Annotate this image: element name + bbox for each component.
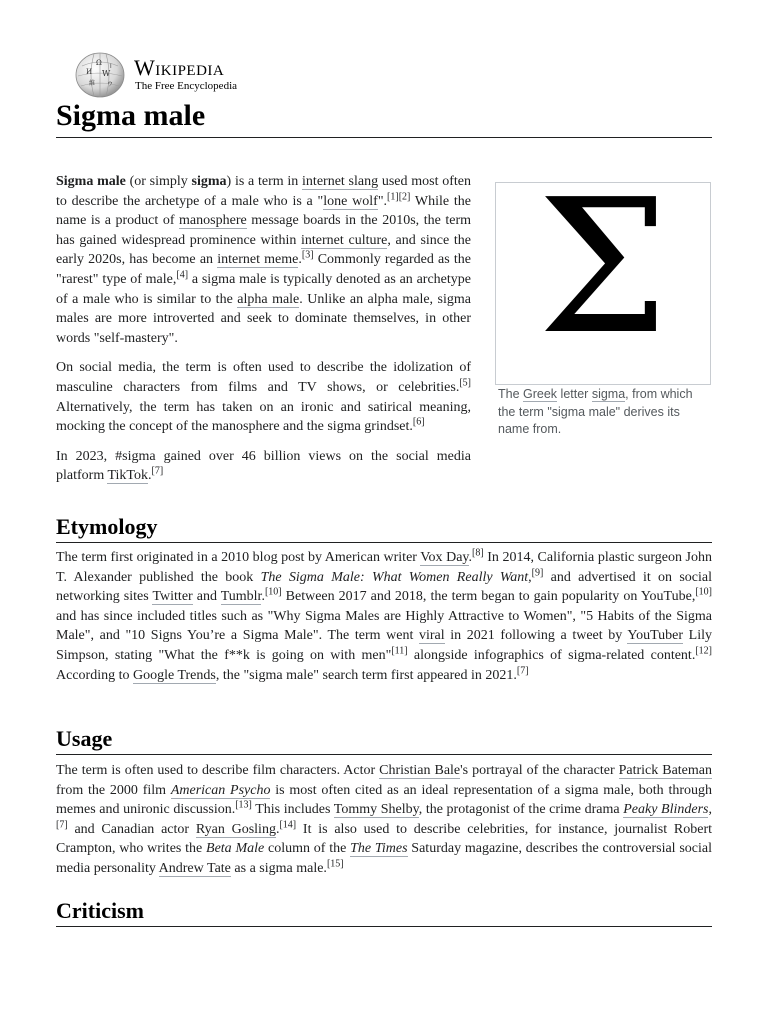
section-divider bbox=[56, 926, 712, 927]
link-sigma[interactable]: sigma bbox=[591, 387, 626, 401]
link-tommy-shelby[interactable]: Tommy Shelby bbox=[333, 802, 419, 818]
citation[interactable]: [2] bbox=[398, 190, 411, 202]
citation[interactable]: [7] bbox=[56, 819, 68, 831]
link-the-times[interactable]: The Times bbox=[350, 841, 408, 857]
sigma-symbol: Σ bbox=[537, 183, 669, 375]
citation[interactable]: [8] bbox=[472, 547, 484, 559]
citation[interactable]: [13] bbox=[235, 799, 252, 811]
link-lone-wolf[interactable]: lone wolf bbox=[323, 193, 378, 209]
wikipedia-wordmark: Wikipedia bbox=[134, 55, 225, 80]
citation[interactable]: [7] bbox=[151, 465, 164, 477]
citation[interactable]: [11] bbox=[391, 645, 408, 657]
link-internet-meme[interactable]: internet meme bbox=[217, 252, 299, 268]
infobox-caption: The Greek letter sigma, from which the term "sigma male" derives its name from. bbox=[498, 387, 693, 437]
link-internet-slang[interactable]: internet slang bbox=[302, 174, 379, 189]
citation[interactable]: [14] bbox=[279, 819, 297, 831]
link-peaky-blinders[interactable]: Peaky Blinders bbox=[623, 802, 709, 818]
section-divider bbox=[56, 542, 712, 543]
link-google-trends[interactable]: Google Trends bbox=[132, 667, 216, 683]
globe-glyph: И bbox=[86, 68, 93, 76]
link-vox-day[interactable]: Vox Day bbox=[420, 550, 469, 565]
citation[interactable]: [12] bbox=[695, 645, 712, 657]
link-tumblr[interactable]: Tumblr bbox=[220, 589, 262, 605]
citation[interactable]: [15] bbox=[326, 858, 344, 870]
globe-glyph: W bbox=[102, 69, 111, 78]
link-manosphere[interactable]: manosphere bbox=[179, 213, 247, 229]
link-viral[interactable]: viral bbox=[419, 628, 445, 644]
heading-usage: Usage bbox=[56, 726, 113, 751]
citation[interactable]: [1] bbox=[387, 190, 399, 202]
heading-etymology: Etymology bbox=[56, 514, 158, 539]
link-youtuber[interactable]: YouTuber bbox=[627, 628, 684, 644]
link-alpha-male[interactable]: alpha male bbox=[237, 291, 300, 307]
usage-section bbox=[56, 761, 712, 889]
citation[interactable]: [6] bbox=[412, 416, 425, 428]
citation[interactable]: [7] bbox=[516, 664, 529, 676]
link-internet-culture[interactable]: internet culture bbox=[301, 232, 388, 248]
infobox-image[interactable] bbox=[495, 182, 711, 385]
citation[interactable]: [10] bbox=[264, 586, 282, 598]
citation[interactable]: [9] bbox=[531, 566, 544, 578]
sigma-image bbox=[496, 183, 710, 384]
citation[interactable]: [4] bbox=[176, 269, 189, 281]
intro-paragraph-1: Sigma male (or simply sigma) is a term in internet slang used most often to describe the archetype of a male who is a "lone wolf".[1][2] While the name is a product of manosphere message boards in the 2010s, the term has gained widespread prominence within internet culture, and since the early 2020s, has become an internet meme.[3] Commonly regarded as the "rarest" type of male,[4] a sigma male is typically denoted as an archetype of a male who is similar to the alpha male. Unlike an alpha male, sigma males are more introverted and seek to dominate themselves, in other words "self-mastery". bbox=[56, 174, 472, 346]
usage-paragraph: The term is often used to describe film characters. Actor Christian Bale's portrayal of the character Patrick Bateman from the 2000 film American Psycho is most often cited as an ideal representation of a sigma male, both through memes and unironic discussion.[13] This includes Tommy Shelby, the protagonist of the crime drama Peaky Blinders,[7] and Canadian actor Ryan Gosling.[14] It is also used to describe celebrities, for instance, journalist Robert Crampton, who writes the Beta Male column of the The Times Saturday magazine, describes the controversial social media personality Andrew Tate as a sigma male.[15] bbox=[56, 763, 712, 876]
wikipedia-logo[interactable] bbox=[74, 52, 274, 98]
link-ryan-gosling[interactable]: Ryan Gosling bbox=[195, 821, 276, 837]
citation[interactable]: [10] bbox=[695, 586, 712, 598]
citation[interactable]: [3] bbox=[301, 249, 314, 261]
globe-glyph: Ω bbox=[96, 59, 102, 67]
page-title: Sigma male bbox=[56, 99, 206, 132]
globe-glyph: ウ bbox=[107, 81, 114, 88]
link-andrew-tate[interactable]: Andrew Tate bbox=[158, 860, 231, 876]
globe-glyph: 維 bbox=[89, 80, 96, 87]
heading-criticism: Criticism bbox=[56, 898, 144, 923]
title-divider bbox=[56, 137, 712, 138]
globe-glyph: ا bbox=[110, 63, 112, 70]
intro-paragraph-2: On social media, the term is often used to describe the idolization of masculine characters from films and TV shows, or celebrities.[5] Alternatively, the term has taken on an ironic and satirical meaning, mocking the concept of the manosphere and the sigma grindset.[6] bbox=[56, 360, 471, 435]
link-patrick-bateman[interactable]: Patrick Bateman bbox=[618, 763, 712, 778]
link-twitter[interactable]: Twitter bbox=[152, 589, 193, 605]
wikipedia-tagline: The Free Encyclopedia bbox=[135, 80, 238, 92]
etymology-paragraph: The term first originated in a 2010 blog post by American writer Vox Day.[8] In 2014, California plastic surgeon John T. Alexander published the book The Sigma Male: What Women Really Want,[9] and advertised it on social networking sites Twitter and Tumblr.[10] Between 2017 and 2018, the term began to gain popularity on YouTube,[10] and has since included titles such as "Why Sigma Males are Highly Attractive to Women", "5 Habits of the Sigma Male", and "10 Signs You’re a Sigma Male". The term went viral in 2021 following a tweet by YouTuber Lily Simpson, stating "What the f**k is going on with men"[11] alongside infographics of sigma-related content.[12] According to Google Trends, the "sigma male" search term first appeared in 2021.[7] bbox=[56, 547, 713, 683]
intro-paragraph-3: In 2023, #sigma gained over 46 billion views on the social media platform TikTok.[7] bbox=[56, 448, 471, 484]
link-american-psycho[interactable]: American Psycho bbox=[170, 782, 271, 798]
link-tiktok[interactable]: TikTok bbox=[107, 468, 148, 484]
etymology-section bbox=[56, 548, 712, 695]
link-christian-bale[interactable]: Christian Bale bbox=[379, 763, 461, 778]
wikipedia-globe-icon bbox=[74, 52, 126, 98]
section-divider bbox=[56, 754, 712, 755]
link-greek[interactable]: Greek bbox=[523, 387, 558, 401]
citation[interactable]: [5] bbox=[459, 377, 471, 389]
intro-section bbox=[56, 172, 471, 496]
